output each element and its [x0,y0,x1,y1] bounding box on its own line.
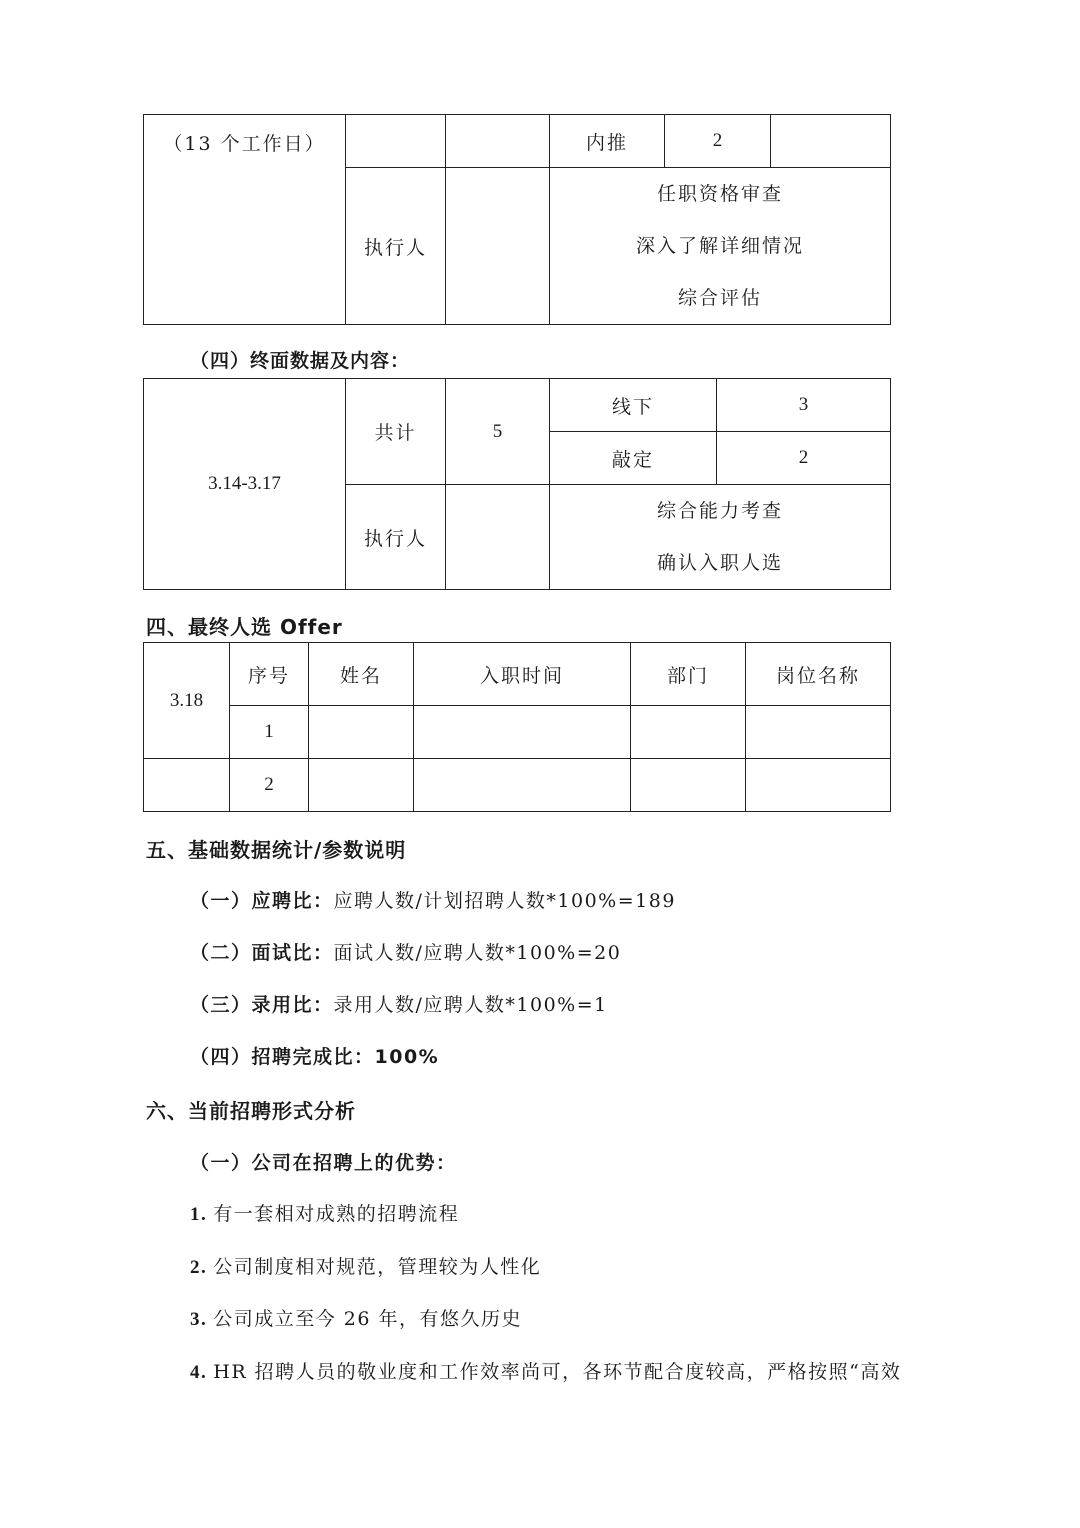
list-text: 公司成立至今 26 年，有悠久历史 [213,1308,523,1330]
list-item [190,1252,541,1279]
ratio-text: 应聘人数/计划招聘人数*100%=189 [333,890,676,912]
offer-table [143,642,891,812]
table-cell [631,706,746,759]
ratio-line [190,1042,439,1069]
executor-value [446,168,550,325]
table-cell [309,706,414,759]
content-line: 确认入职人选 [656,552,783,574]
ratio-label: （一）应聘比： [190,890,334,912]
list-item [190,1199,459,1226]
content-line: 综合评估 [677,287,762,309]
empty-cell [771,115,891,168]
channel-count: 2 [665,115,771,168]
header-cell: 姓名 [309,643,414,706]
table-cell [414,759,631,812]
section6-subheading: （一）公司在招聘上的优势： [190,1152,457,1174]
content-cell [550,168,891,325]
ratio-label: （三）录用比： [190,994,334,1016]
executor-label: 执行人 [346,168,446,325]
content-line: 综合能力考查 [656,500,783,522]
executor-value [446,485,550,590]
header-cell: 入职时间 [414,643,631,706]
list-text: HR 招聘人员的敬业度和工作效率尚可，各环节配合度较高，严格按照“高效 [213,1361,902,1383]
offer-date: 3.18 [144,643,230,759]
ratio-line [190,886,676,913]
table-cell [746,759,891,812]
final-interview-table [143,378,891,590]
table-cell: 1 [230,706,309,759]
table-cell [631,759,746,812]
table-cell [746,706,891,759]
header-cell: 部门 [631,643,746,706]
list-item [190,1304,522,1331]
interview-table-top [143,114,891,325]
channel-label: 内推 [550,115,665,168]
row-value: 3 [717,379,891,432]
final-interview-heading: （四）终面数据及内容： [190,350,411,372]
header-cell: 岗位名称 [746,643,891,706]
table-cell [414,706,631,759]
content-line: 任职资格审查 [656,183,783,205]
section5-heading: 五、基础数据统计/参数说明 [146,838,407,862]
list-text: 有一套相对成熟的招聘流程 [213,1203,460,1225]
ratio-text: 面试人数/应聘人数*100%=20 [333,942,622,964]
period-text: （13 个工作日） [163,133,326,155]
row-label: 敲定 [550,432,717,485]
content-line: 深入了解详细情况 [635,235,804,257]
date-range-cell: 3.14-3.17 [144,379,346,590]
empty-cell [446,115,550,168]
section6-heading: 六、当前招聘形式分析 [146,1099,356,1123]
list-number: 4. [190,1362,208,1383]
ratio-text: 录用人数/应聘人数*100%=1 [333,994,608,1016]
list-text: 公司制度相对规范，管理较为人性化 [213,1256,542,1278]
list-item [190,1357,901,1384]
empty-cell [144,759,230,812]
ratio-line [190,938,621,965]
table-cell [309,759,414,812]
ratio-label: （二）面试比： [190,942,334,964]
ratio-line [190,990,608,1017]
total-value: 5 [446,379,550,485]
period-cell [144,115,346,325]
row-value: 2 [717,432,891,485]
list-number: 2. [190,1257,208,1278]
list-number: 1. [190,1204,208,1225]
header-cell: 序号 [230,643,309,706]
ratio-label: （四）招聘完成比：100% [190,1046,440,1068]
total-label: 共计 [346,379,446,485]
empty-cell [346,115,446,168]
executor-label: 执行人 [346,485,446,590]
section4-heading: 四、最终人选 Offer [146,615,343,639]
content-cell [550,485,891,590]
list-number: 3. [190,1309,208,1330]
table-cell: 2 [230,759,309,812]
row-label: 线下 [550,379,717,432]
